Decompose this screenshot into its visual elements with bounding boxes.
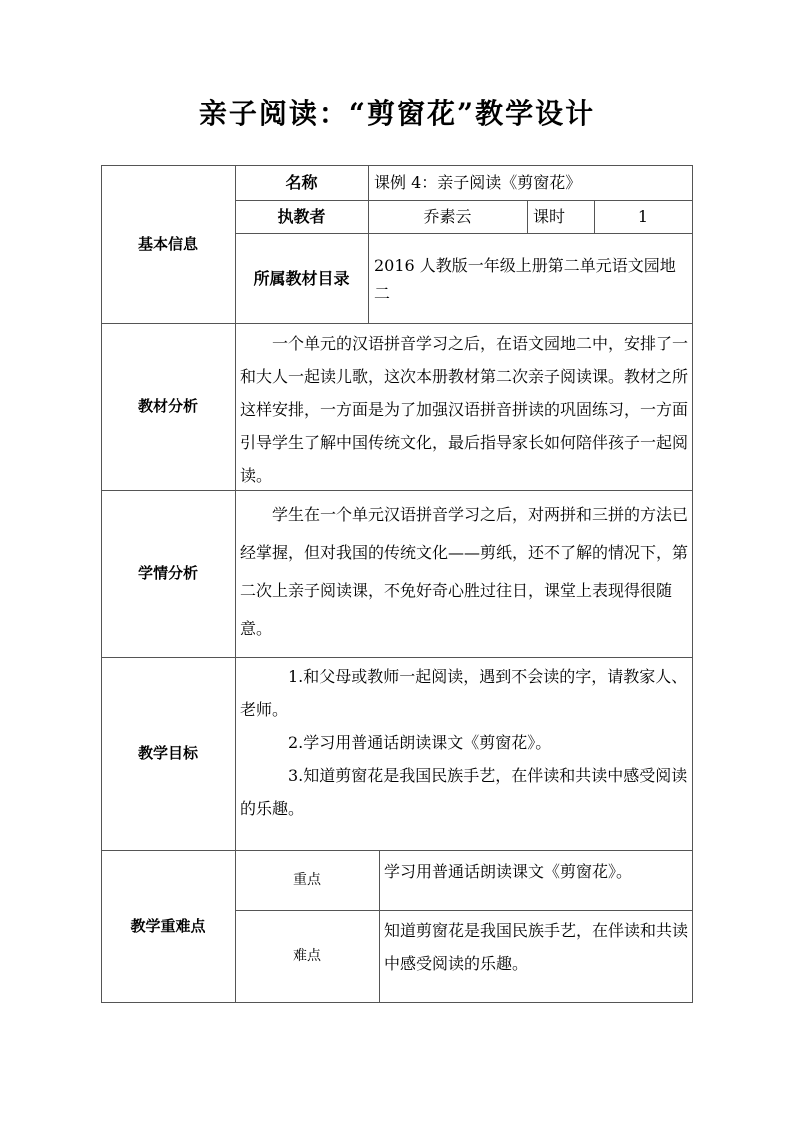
goals-list (240, 660, 688, 846)
goal-item: 2.学习用普通话朗读课文《剪窗花》。 (288, 733, 552, 752)
hours-label: 课时 (533, 207, 566, 226)
students-label: 学情分析 (137, 564, 198, 582)
col-divider (379, 850, 380, 1003)
material-text: 一个单元的汉语拼音学习之后，在语文园地二中，安排了一和大人一起读儿歌，这次本册教材第二次亲子阅读课。教材之所这样安排，一方面是为了加强汉语拼音拼读的巩固练习，一方面引导学生了解中国传统文化，最后指导家长如何陪伴孩子一起阅读。 (240, 334, 689, 485)
page-title: 亲子阅读：“剪窗花”教学设计 (198, 97, 596, 130)
name-value: 课例 4：亲子阅读《剪窗花》 (374, 173, 582, 192)
goal-item: 3.知道剪窗花是我国民族手艺，在伴读和共读中感受阅读的乐趣。 (240, 766, 688, 818)
name-label: 名称 (285, 173, 318, 192)
teacher-value: 乔素云 (423, 207, 472, 226)
col-divider (527, 200, 528, 233)
key-label: 重点 (293, 871, 321, 888)
catalog-label: 所属教材目录 (253, 268, 350, 288)
hard-label: 难点 (293, 947, 321, 964)
hard-text: 知道剪窗花是我国民族手艺，在伴读和共读中感受阅读的乐趣。 (384, 921, 689, 973)
key-text: 学习用普通话朗读课文《剪窗花》。 (384, 862, 633, 881)
material-label: 教材分析 (137, 397, 198, 415)
keypoints-label: 教学重难点 (130, 916, 206, 935)
table-border-bottom (101, 1002, 693, 1003)
hours-value: 1 (637, 207, 649, 226)
teacher-label: 执教者 (277, 207, 326, 226)
goal-item: 1.和父母或教师一起阅读，遇到不会读的字，请教家人、老师。 (240, 667, 688, 719)
students-text: 学生在一个单元汉语拼音学习之后，对两拼和三拼的方法已经掌握，但对我国的传统文化——剪纸，还不了解的情况下，第二次上亲子阅读课，不免好奇心胜过往日，课堂上表现得很随意。 (240, 505, 689, 638)
table-border-right (692, 165, 693, 1003)
basic-info-label: 基本信息 (137, 234, 198, 253)
col-divider (368, 165, 369, 323)
catalog-value: 2016 人教版一年级上册第二单元语文园地二 (374, 256, 676, 303)
goals-label: 教学目标 (137, 744, 198, 762)
